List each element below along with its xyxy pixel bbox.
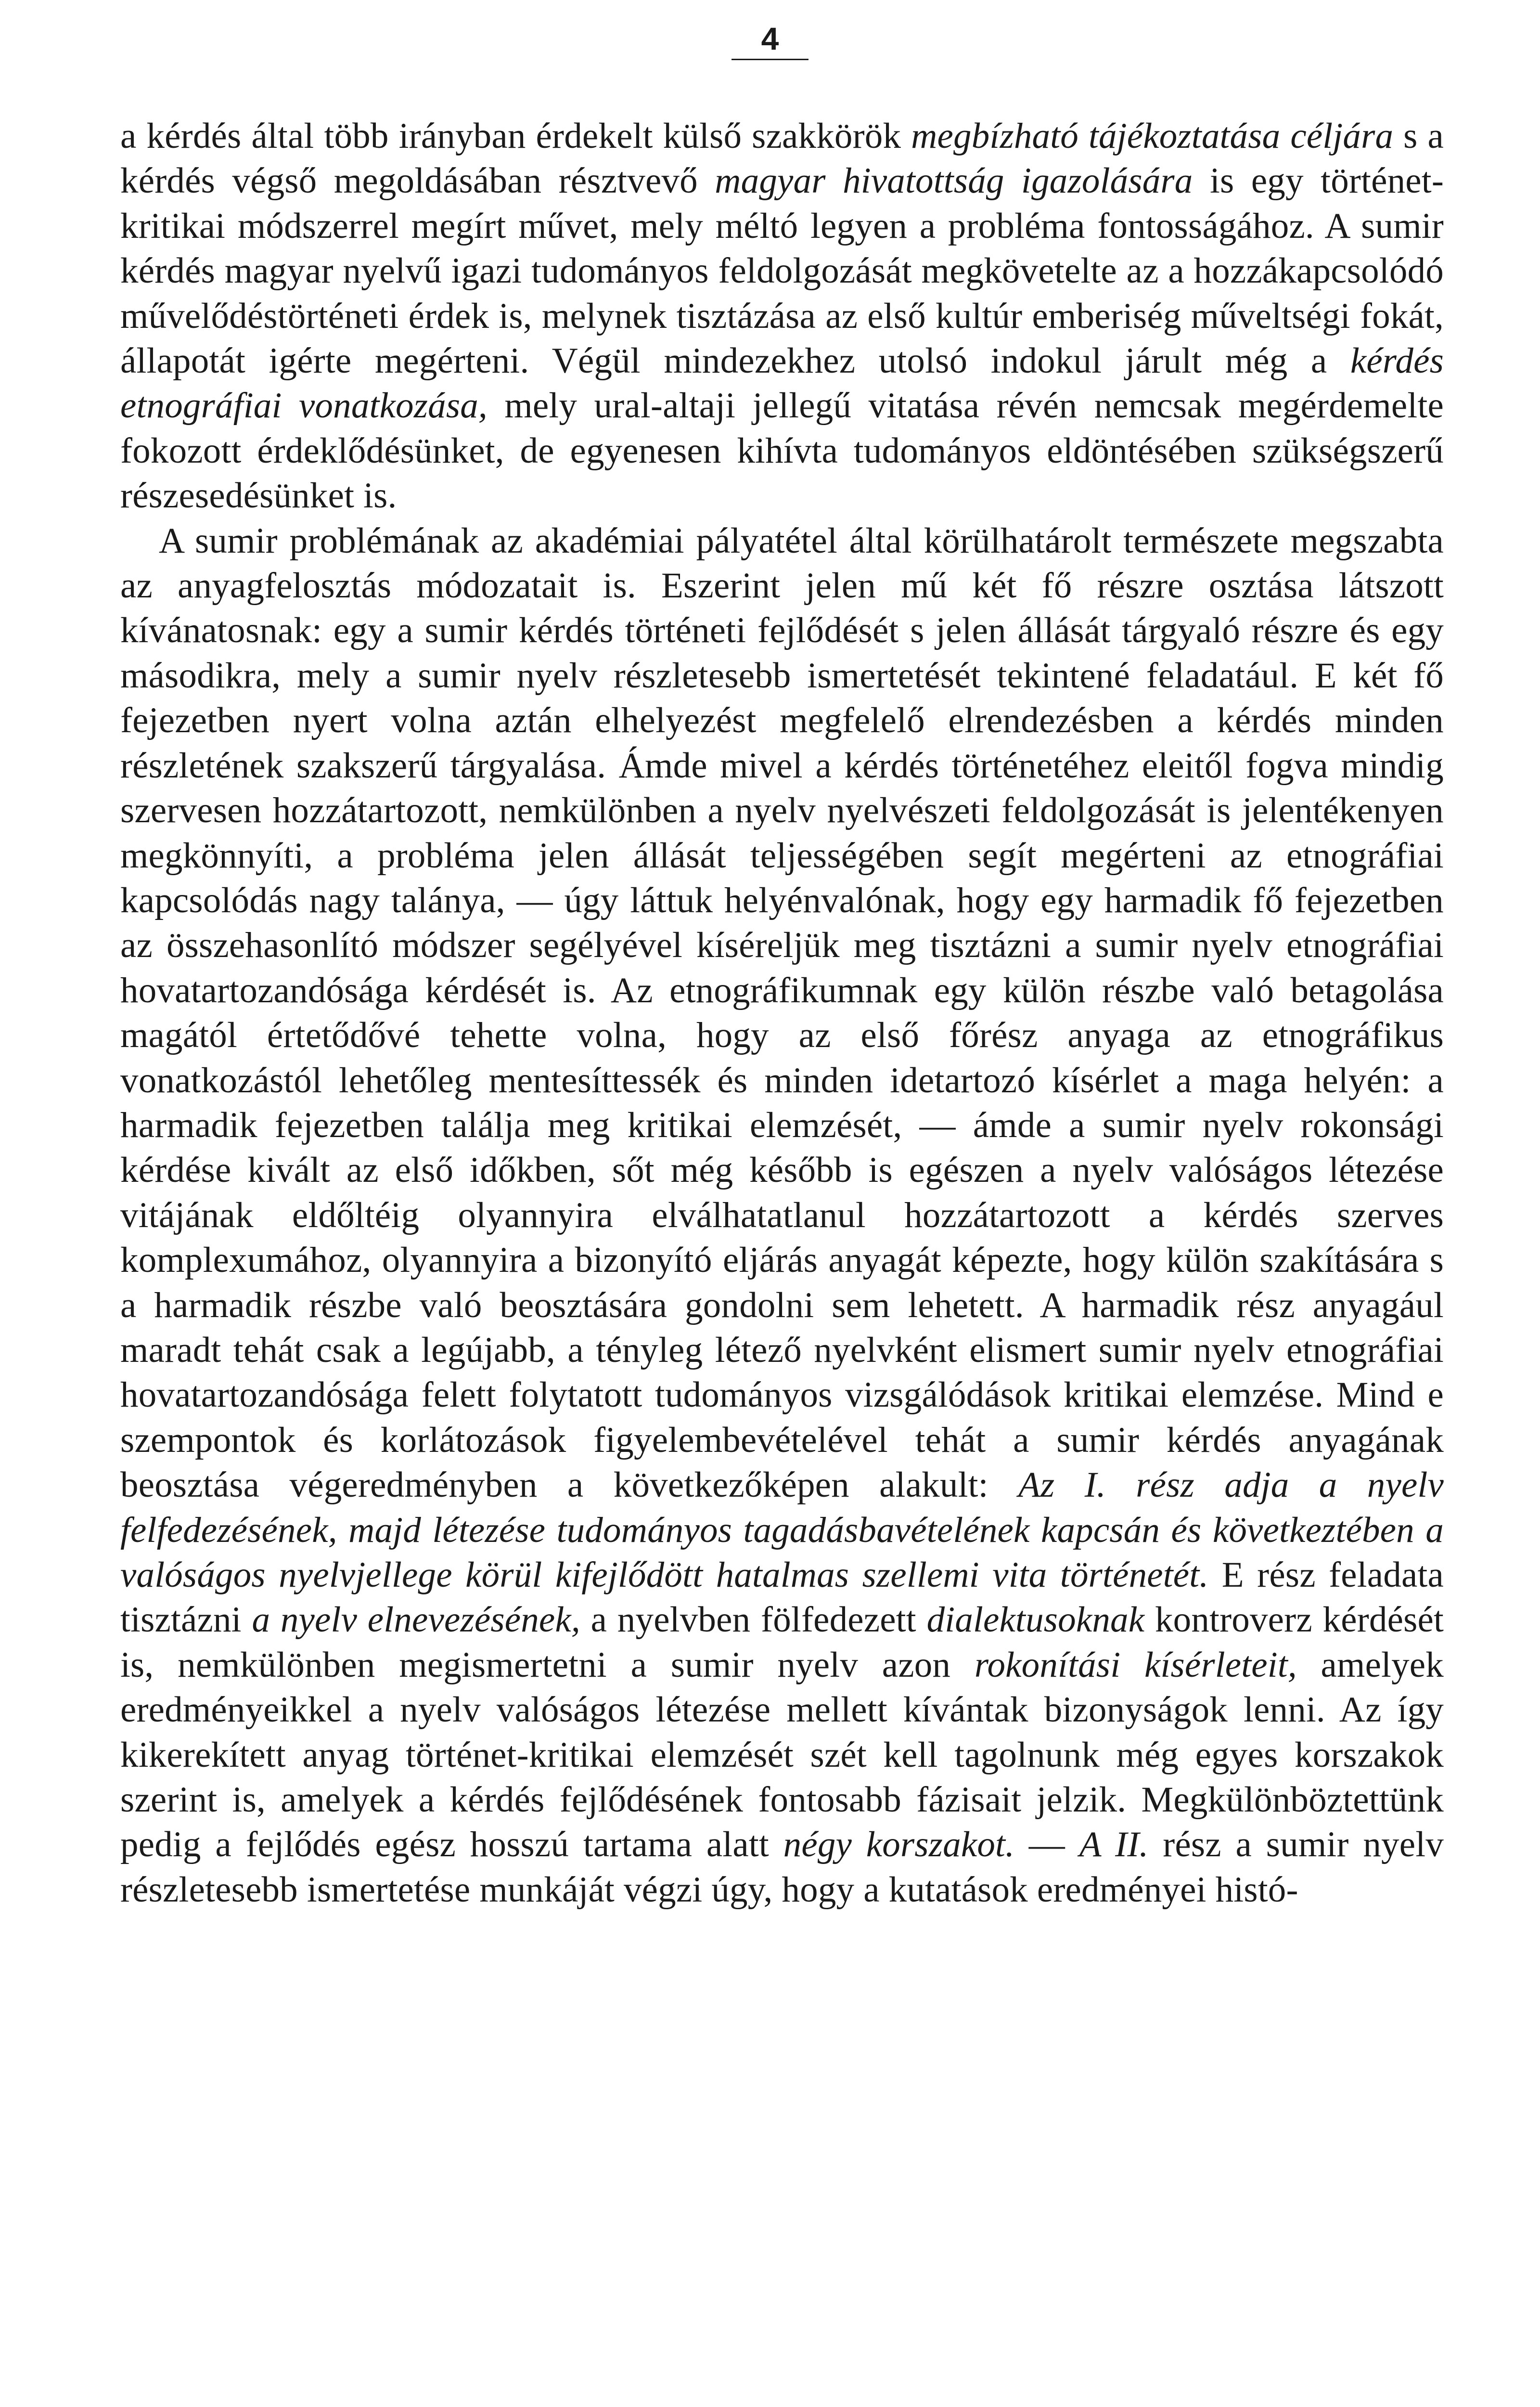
text-run: a nyelvben fölfedezett bbox=[580, 1600, 927, 1640]
italic-text-run: dialektusoknak bbox=[926, 1600, 1145, 1640]
text-run: amelyek eredményeikkel a nyelv valóságos létezése mellett kívántak bizonyságok lenni. Az így kikerekített anyag történet-kritikai elemzését szét kell tagolnunk még egyes korszakok szerint is, amelyek a kérdés fejlődésének fontosabb fázisait jelzik. Megkülönböztettünk pedig a fejlődés egész hosszú tartama alatt bbox=[120, 1644, 1444, 1865]
italic-text-run: a nyelv elnevezésének, bbox=[252, 1600, 580, 1640]
text-run: — bbox=[1014, 1825, 1079, 1865]
italic-text-run: Az I. rész adja a nyelv felfedezésének, majd létezése tudományos tagadásbavételének kapcsán és következtében a valóságos nyelvjellege körül kifejlődött hatalmas szellemi vita történetét. bbox=[120, 1465, 1444, 1595]
page-number-underline bbox=[732, 59, 808, 60]
paragraph bbox=[120, 518, 1444, 1913]
text-run: a kérdés által több irányban érdekelt külső szakkörök bbox=[120, 116, 911, 156]
italic-text-run: megbízható tájékoztatása céljára bbox=[911, 116, 1394, 156]
text-run: E rész feladata tisztázni bbox=[120, 1555, 1444, 1640]
text-run: kontroverz kérdését is, nemkülönben megismertetni a sumir nyelv azon bbox=[120, 1600, 1444, 1685]
page-number: 4 bbox=[761, 21, 779, 56]
italic-text-run: A II. bbox=[1079, 1825, 1149, 1865]
italic-text-run: kérdés etnográfiai vonatkozása, bbox=[120, 341, 1444, 426]
text-run: s a kérdés végső megoldásában résztvevő bbox=[120, 116, 1444, 201]
text-run: A sumir problémának az akadémiai pályatétel által körülhatárolt természete megszabta az anyagfelosztás módozatait is. Eszerint jelen mű két fő részre osztása látszott kívánatosnak: egy a sumir kérdés történeti fejlődését s jelen állását tárgyaló részre és egy másodikra, mely a sumir nyelv részletesebb ismertetését tekintené feladatául. E két fő fejezetben nyert volna aztán elhelyezést megfelelő elrendezésben a kérdés minden részletének szakszerű tárgyalása. Ámde mivel a kérdés történetéhez eleitől fogva mindig szervesen hozzátartozott, nemkülönben a nyelv nyelvészeti feldolgozását is jelentékenyen megkönnyíti, a probléma jelen állását teljességében segít megérteni az etnográfiai kapcsolódás nagy talánya, — úgy láttuk helyénvalónak, hogy egy harmadik fő fejezetben az összehasonlító módszer segélyével kíséreljük meg tisztázni a sumir nyelv etnográfiai hovatartozandósága kérdését is. Az etnográfikumnak egy külön részbe való betagolása magától értetődővé tehette volna, hogy az első főrész anyaga az etnográfikus vonatkozástól lehetőleg mentesíttessék és minden idetartozó kísérlet a maga helyén: a harmadik fejezetben találja meg kritikai elemzését, — ámde a sumir nyelv rokonsági kérdése kivált az első időkben, sőt még később is egészen a nyelv valóságos létezése vitájának eldőltéig olyannyira elválhatatlanul hozzátartozott a kérdés szerves komplexumához, olyannyira a bizonyító eljárás anyagát képezte, hogy külön szakítására s a harmadik részbe való beosztására gondolni sem lehetett. A harmadik rész anyagául maradt tehát csak a legújabb, a tényleg létező nyelvként elismert sumir nyelv etnográfiai hovatartozandósága felett folytatott tudományos vizsgálódások kritikai elemzése. Mind e szempontok és korlátozások figyelembevételével tehát a sumir kérdés anyagának beosztása végeredményben a következőképen alakult: bbox=[120, 520, 1444, 1505]
text-run: is egy történet-kritikai módszerrel megírt művet, mely méltó legyen a probléma fontosságához. A sumir kérdés magyar nyelvű igazi tudományos feldolgozását megkövetelte az a hozzákapcsolódó művelődéstörténeti érdek is, melynek tisztázása az első kultúr emberiség műveltségi fokát, állapotát igérte megérteni. Végül mindezekhez utolsó indokul járult még a bbox=[120, 161, 1444, 381]
italic-text-run: magyar hivatottság igazolására bbox=[715, 161, 1193, 201]
paragraph bbox=[120, 114, 1444, 518]
text-run: rész a sumir nyelv részletesebb ismertetése munkáját végzi úgy, hogy a kutatások eredményei histó- bbox=[120, 1825, 1444, 1910]
body-text bbox=[120, 114, 1444, 1912]
italic-text-run: rokonítási kísérleteit, bbox=[974, 1644, 1297, 1685]
text-run: mely ural-altaji jellegű vitatása révén nemcsak megérdemelte fokozott érdeklődésünket, de egyenesen kihívta tudományos eldöntésében szükségszerű részesedésünket is. bbox=[120, 386, 1444, 516]
italic-text-run: négy korszakot. bbox=[783, 1825, 1015, 1865]
